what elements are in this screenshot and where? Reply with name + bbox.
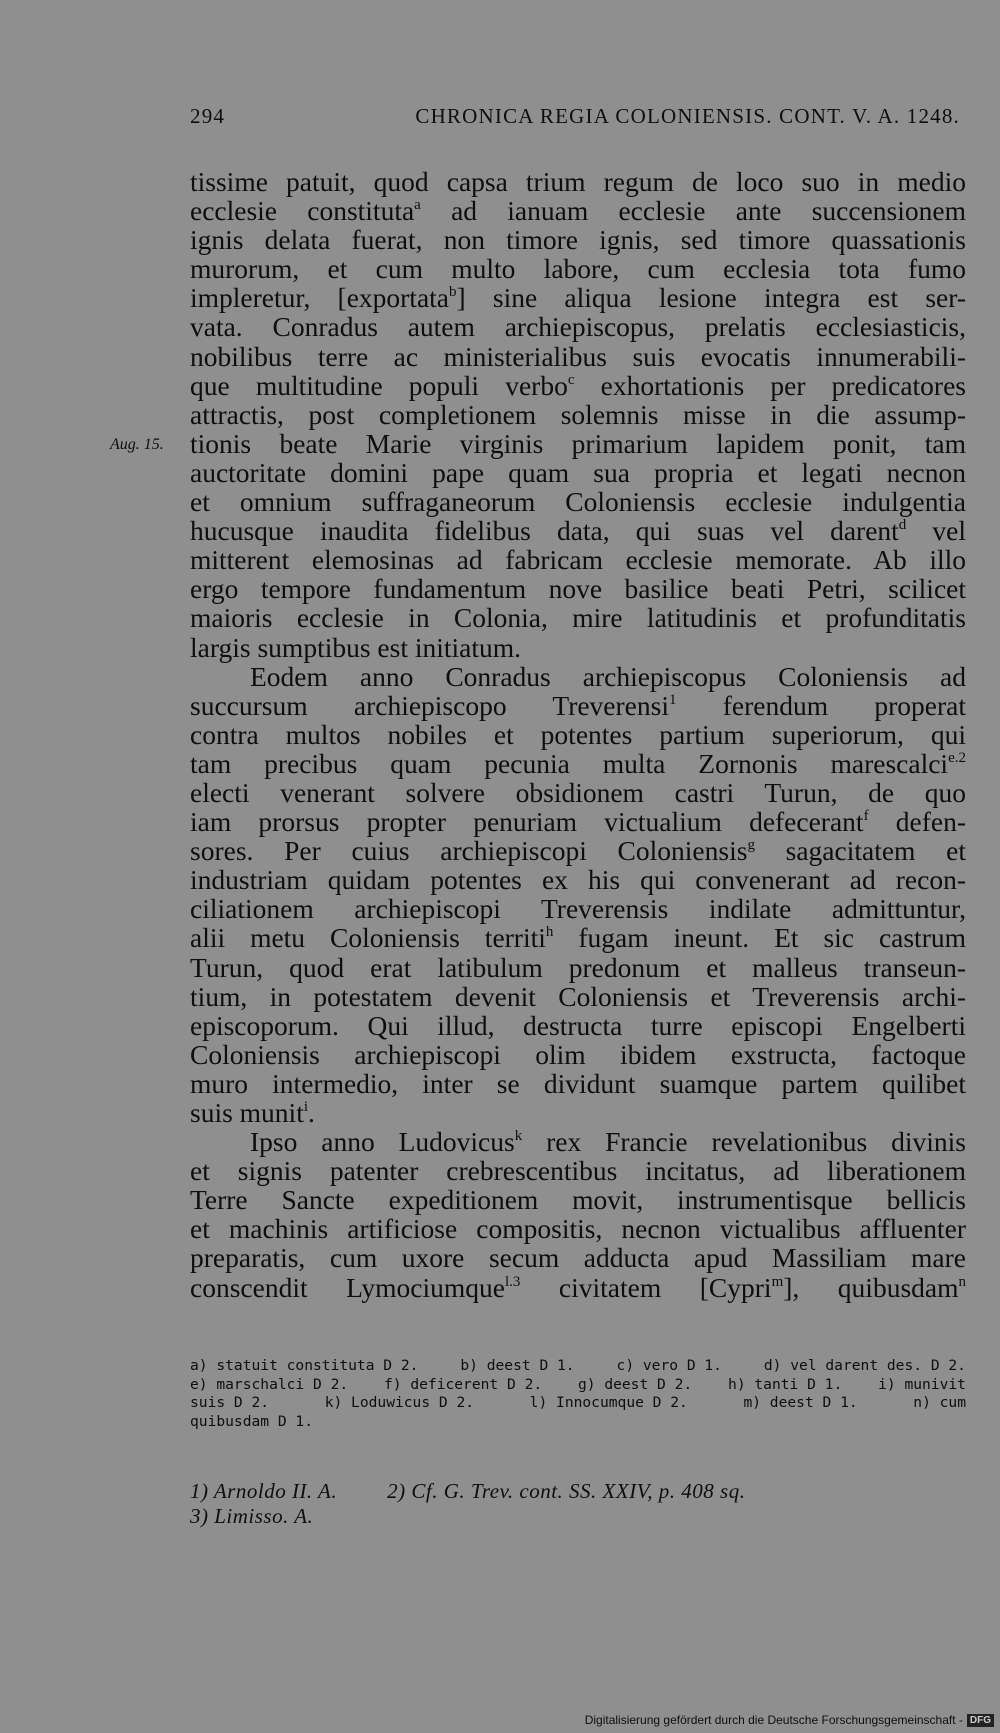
text-run: sagacitatem et <box>754 835 967 867</box>
text-line <box>190 254 966 283</box>
text-line <box>190 807 966 836</box>
text-line <box>190 371 966 400</box>
text-run: nobilibus terre ac ministerialibus suis evocatis innumerabili- <box>190 340 966 372</box>
text-run: episcoporum. Qui illud, destructa turre episcopi Engelberti <box>190 1009 966 1041</box>
text-run: et omnium suffraganeorum Coloniensis ecclesie indulgentia <box>190 486 966 518</box>
footnote-marker: l.3 <box>504 1273 521 1290</box>
text-run: ad ianuam ecclesie ante succensionem <box>420 195 966 227</box>
text-run: ignis delata fuerat, non timore ignis, sed timore quassationis <box>190 224 966 256</box>
apparatus-note: k) Loduwicus D 2. <box>324 1394 475 1411</box>
text-run: Eodem anno Conradus archiepiscopus Coloniensis ad <box>250 660 966 692</box>
text-run: ecclesie constituta <box>190 195 415 227</box>
text-line <box>190 662 966 691</box>
text-run: murorum, et cum multo labore, cum ecclesia tota fumo <box>190 253 966 285</box>
text-line <box>190 225 966 254</box>
historical-footnotes <box>190 1479 966 1529</box>
textual-apparatus-notes <box>190 1357 966 1431</box>
text-run: succursum archiepiscopo Treverensi <box>190 689 669 721</box>
text-run: ciliationem archiepiscopi Treverensis indilate admittuntur, <box>190 893 966 925</box>
text-line <box>190 691 966 720</box>
text-line <box>190 633 966 662</box>
apparatus-note: m) deest D 1. <box>743 1394 858 1411</box>
apparatus-line <box>190 1413 966 1432</box>
text-run: Ipso anno Ludovicus <box>250 1126 515 1158</box>
text-run: fugam ineunt. Et sic castrum <box>553 922 966 954</box>
text-run: hucusque inaudita fidelibus data, qui suas vel darent <box>190 515 899 547</box>
apparatus-note: c) vero D 1. <box>616 1357 722 1374</box>
text-line <box>190 312 966 341</box>
apparatus-note: suis D 2. <box>190 1394 270 1411</box>
text-line <box>190 953 966 982</box>
text-run: iam prorsus propter penuriam victualium defecerant <box>190 806 864 838</box>
footnote-line <box>190 1504 966 1529</box>
text-line <box>190 574 966 603</box>
text-run: contra multos nobiles et potentes partium superiorum, qui <box>190 718 966 750</box>
text-line <box>190 1069 966 1098</box>
apparatus-line <box>190 1394 966 1413</box>
text-run: attractis, post completionem solemnis misse in die assump- <box>190 398 966 430</box>
text-run: sores. Per cuius archiepiscopi Coloniensis <box>190 835 748 867</box>
text-line <box>190 894 966 923</box>
text-line <box>190 196 966 225</box>
text-run: defen- <box>868 806 966 838</box>
running-title: CHRONICA REGIA COLONIENSIS. CONT. V. A. 1248. <box>415 104 960 128</box>
apparatus-note: f) deficerent D 2. <box>383 1375 543 1393</box>
apparatus-note: h) tanti D 1. <box>728 1375 843 1393</box>
text-line <box>190 923 966 952</box>
text-run: largis sumptibus est initiatum. <box>190 631 522 663</box>
footnote-marker: n <box>958 1273 966 1290</box>
text-line <box>190 1040 966 1069</box>
text-run: et machinis artificiose compositis, necnon victualibus affluenter <box>190 1213 966 1245</box>
footnote: 3) Limisso. A. <box>190 1504 314 1528</box>
text-run: et signis patenter crebrescentibus incitatus, ad liberationem <box>190 1155 966 1187</box>
footnote-marker: a <box>414 197 421 214</box>
text-line <box>190 458 966 487</box>
apparatus-note: d) vel darent des. D 2. <box>763 1357 966 1374</box>
text-line <box>190 1156 966 1185</box>
text-run: Terre Sancte expeditionem movit, instrumentisque bellicis <box>190 1184 966 1216</box>
text-line <box>190 720 966 749</box>
text-run: tium, in potestatem devenit Coloniensis et Treverensis archi- <box>190 980 966 1012</box>
apparatus-line <box>190 1376 966 1395</box>
footnote-marker: c <box>567 371 575 388</box>
footnote-marker: i <box>303 1099 309 1115</box>
footnote-marker: f <box>863 808 869 825</box>
text-run: ], quibusdam <box>783 1271 959 1303</box>
footnote-marker: m <box>771 1273 784 1290</box>
text-run: ergo tempore fundamentum nove basilice beati Petri, scilicet <box>190 573 966 605</box>
footnote-marker: k <box>514 1128 523 1145</box>
text-run: Coloniensis archiepiscopi olim ibidem exstructa, factoque <box>190 1038 966 1070</box>
text-line <box>190 778 966 807</box>
text-line <box>190 836 966 865</box>
text-run: auctoritate domini pape quam sua propria et legati necnon <box>190 456 966 488</box>
text-line <box>190 603 966 632</box>
text-run: mitterent elemosinas ad fabricam ecclesie memorate. Ab illo <box>190 544 966 576</box>
footnote-marker: h <box>545 924 554 941</box>
text-run: tissime patuit, quod capsa trium regum de loco suo in medio <box>190 166 966 197</box>
text-run: suis munit <box>190 1097 304 1128</box>
text-run: conscendit Lymociumque <box>190 1271 505 1303</box>
text-run: ] sine aliqua lesione integra est ser- <box>456 282 966 314</box>
text-line <box>190 749 966 778</box>
text-line <box>190 1243 966 1272</box>
footnote-line <box>190 1479 966 1504</box>
text-run: Turun, quod erat latibulum predonum et malleus transeun- <box>190 951 966 983</box>
apparatus-note: g) deest D 2. <box>577 1375 693 1393</box>
text-line <box>190 1214 966 1243</box>
text-run: que multitudine populi verbo <box>190 369 568 401</box>
text-line <box>190 1011 966 1040</box>
apparatus-line <box>190 1357 966 1376</box>
footnote-marker: e.2 <box>948 749 966 766</box>
text-line <box>190 516 966 545</box>
text-line <box>190 982 966 1011</box>
text-run: muro intermedio, inter se dividunt suamque partem quilibet <box>190 1067 966 1099</box>
text-run: exhortationis per predicatores <box>574 369 966 401</box>
page-number: 294 <box>190 104 226 128</box>
text-line <box>190 545 966 574</box>
text-run: electi venerant solvere obsidionem castri Turun, de quo <box>190 776 966 808</box>
text-line <box>190 1127 966 1156</box>
text-run: tam precibus quam pecunia multa Zornonis marescalci <box>190 747 949 779</box>
text-run: vata. Conradus autem archiepiscopus, prelatis ecclesiasticis, <box>190 311 966 343</box>
text-line <box>190 865 966 894</box>
footnote-marker: g <box>747 837 755 854</box>
text-line <box>190 487 966 516</box>
digitization-credit <box>585 1713 994 1727</box>
credit-text: Digitalisierung gefördert durch die Deutsche Forschungsgemeinschaft - <box>584 1713 963 1727</box>
running-header <box>190 104 960 129</box>
text-line <box>190 429 966 458</box>
text-line <box>190 167 966 196</box>
footnote-marker: 1 <box>668 691 677 708</box>
text-run: vel <box>906 515 966 547</box>
text-run: tionis beate Marie virginis primarium lapidem ponit, tam <box>190 427 966 459</box>
text-run: maioris ecclesie in Colonia, mire latitudinis et profunditatis <box>190 602 966 634</box>
apparatus-note: a) statuit constituta D 2. <box>190 1357 419 1374</box>
text-line <box>190 283 966 312</box>
footnote-marker: d <box>898 517 907 534</box>
apparatus-note: i) munivit <box>878 1375 966 1393</box>
footnote-marker: b <box>449 284 457 301</box>
footnote: 1) Arnoldo II. A. <box>190 1479 338 1503</box>
apparatus-note: quibusdam D 1. <box>190 1412 314 1430</box>
text-line <box>190 1185 966 1214</box>
text-run: preparatis, cum uxore secum adducta apud Massiliam mare <box>190 1242 966 1274</box>
main-text <box>190 167 966 1302</box>
text-line <box>190 1273 966 1302</box>
text-run: rex Francie revelationibus divinis <box>522 1126 966 1158</box>
text-run: . <box>308 1097 315 1128</box>
text-line <box>190 400 966 429</box>
margin-date-note: Aug. 15. <box>110 436 164 453</box>
apparatus-note: l) Innocumque D 2. <box>529 1394 688 1411</box>
apparatus-note: e) marschalci D 2. <box>190 1375 349 1393</box>
text-run: alii metu Coloniensis territi <box>190 922 546 954</box>
text-run: impleretur, [exportata <box>190 282 450 314</box>
text-run: ferendum properat <box>676 689 966 721</box>
text-line <box>190 342 966 371</box>
text-run: civitatem [Cypri <box>520 1271 772 1303</box>
dfg-logo: DFG <box>967 1714 994 1727</box>
apparatus-note: n) cum <box>913 1394 966 1411</box>
footnote: 2) Cf. G. Trev. cont. SS. XXIV, p. 408 sq. <box>387 1479 746 1503</box>
text-line <box>190 1098 966 1127</box>
text-run: industriam quidam potentes ex his qui convenerant ad recon- <box>190 864 966 896</box>
apparatus-note: b) deest D 1. <box>460 1357 575 1374</box>
